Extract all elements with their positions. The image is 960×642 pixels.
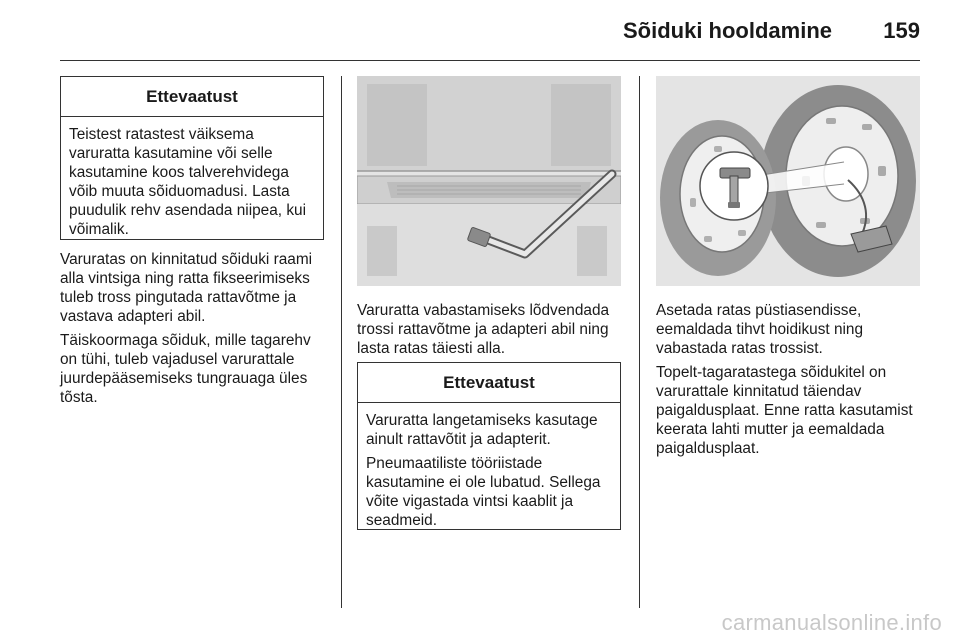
watermark: carmanualsonline.info [721, 610, 942, 635]
warning-title: Ettevaatust [358, 363, 620, 403]
warning-text [61, 117, 323, 247]
col1-paragraph-2: Täiskoormaga sõiduk, mille tagarehv on tühi, tuleb vajadusel varurattale juurdepääsemiseks tungrauaga üles tõsta. [60, 332, 311, 406]
spare-wheel-icon [656, 76, 920, 286]
col3-paragraph-2: Topelt-tagaratastega sõidukitel on varurattale kinnitatud täiendav paigaldusplaat. Enne ratta kasutamist keerata lahti mutter ja eemaldada paigaldusplaat. [656, 364, 913, 457]
warning-title: Ettevaatust [61, 77, 323, 117]
wrench-under-bumper-icon [357, 76, 621, 286]
warning-paragraph: Teistest ratastest väiksema varuratta kasutamine või selle kasutamine koos talverehvidega võib muuta sõiduomadusi. Lasta puudulik rehv asendada niipea, kui võimalik. [69, 126, 307, 238]
column-divider-1 [341, 76, 342, 608]
spare-wheel-illustration [656, 76, 920, 286]
page-title: Sõiduki hooldamine [622, 18, 832, 43]
warning-paragraph-2: Pneumaatiliste tööriistade kasutamine ei ole lubatud. Sellega võite vigastada vintsi kaablit ja seadmeid. [366, 455, 601, 529]
warning-box-1 [60, 76, 324, 240]
wheel-wrench-illustration [357, 76, 621, 286]
warning-box-2 [357, 362, 621, 530]
col2-paragraph: Varuratta vabastamiseks lõdvendada trossi rattavõtme ja adapteri abil ning lasta ratas täiesti alla. [357, 302, 610, 357]
column-divider-2 [639, 76, 640, 608]
warning-paragraph-1: Varuratta langetamiseks kasutage ainult rattavõtit ja adapterit. [366, 412, 598, 448]
warning-text [358, 403, 620, 538]
col1-paragraph-1: Varuratas on kinnitatud sõiduki raami alla vintsiga ning ratta fikseerimiseks tuleb tross pingutada rattavõtme ja vastava adapteri abil. [60, 251, 313, 325]
header-rule [60, 60, 920, 61]
col3-paragraph-1: Asetada ratas püstiasendisse, eemaldada tihvt hoidikust ning vabastada ratas trossist. [656, 302, 864, 357]
page-number: 159 [883, 18, 920, 43]
